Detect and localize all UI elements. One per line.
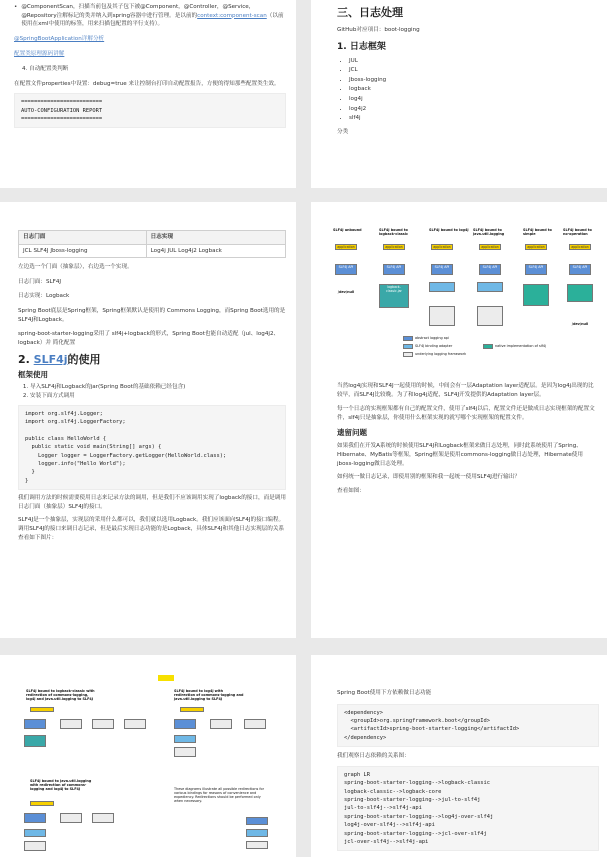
list-item: • slf4j: [349, 114, 597, 124]
para: 如何统一做日志记录，即使用别的框架和我一起统一使用SLF4J进行输出？: [337, 474, 520, 481]
api-box: [174, 719, 196, 729]
diagram-title: SLF4J bound to java.util.logging with redirection of commons-logging and log4j to SLF4J: [30, 779, 92, 791]
simple-box: [523, 284, 549, 306]
diagram-header: SLF4J bound to simple: [523, 228, 552, 236]
log4j-box: [429, 306, 455, 326]
graph-code: graph LR spring-boot-starter-logging-->logback-classic logback-classic-->logback-core spring-boot-starter-logging-->jul-to-slf4j jul-to-slf4j-->slf4j-api spring-boot-starter-logging-->log4j-over-slf4j log4j-over-slf4j-->slf4j-api spring-boot-starter-logging-->jcl-over-slf4j jcl-over-slf4j-->slf4j-api: [337, 766, 599, 852]
page-redirection-diagrams: [0, 655, 296, 857]
list-item: • logback: [349, 85, 597, 95]
component-scan-link[interactable]: context:component-scan: [197, 12, 267, 19]
slf4j-api-box: SLF4J API: [525, 264, 547, 275]
slf4j-api-box: SLF4J API: [569, 264, 591, 275]
table-header: 日志实现: [146, 231, 285, 245]
slf4j-api-box: SLF4J API: [431, 264, 453, 275]
page-springboot-dependency: [311, 655, 607, 857]
application-box: application: [431, 244, 453, 250]
legend-label: SLF4J binding adapter: [415, 344, 453, 348]
api-box: [24, 813, 46, 823]
application-box: application: [525, 244, 547, 250]
bridge-box: [244, 719, 266, 729]
log4j-box: [174, 747, 196, 757]
auto-config-code: ========================= AUTO-CONFIGURATION REPORT =========================: [14, 93, 286, 128]
legend-label: underlying logging framework: [415, 352, 467, 356]
framework-usage-heading: 框架使用: [18, 370, 48, 380]
list-item: 1. 导入SLF4j和Logback的jar(Spring Boot的基础依赖已经包含): [30, 383, 286, 392]
legend-swatch: [403, 352, 413, 357]
para: 每一个日志的实现框架都有自己的配置文件，使用了slf4j以后，配置文件还是做成日志实现框架的配置文件，slf4j只是抽象层，你使用什么框架实现的就写哪个实现框架的配置文件。: [337, 406, 595, 421]
diagram-header: SLF4J bound to no-operation: [563, 228, 592, 236]
jul-box: [24, 841, 46, 851]
slf4j-binding-diagram: [333, 228, 593, 373]
legend-swatch: [403, 336, 413, 341]
legend-swatch: [246, 829, 268, 837]
bridge-box: [92, 719, 114, 729]
adapter-box: [429, 282, 455, 292]
framework-heading: 1. 日志框架: [337, 41, 386, 52]
application-box: application: [383, 244, 405, 250]
diagram-header: SLF4J unbound: [333, 228, 362, 232]
bridge-box: [60, 719, 82, 729]
slf4j-api-box: SLF4J API: [383, 264, 405, 275]
diagram-title: SLF4J bound to logback-classic with redirection of commons-logging, log4j and java.util.logging to SLF4J: [26, 689, 95, 701]
bridge-box: [124, 719, 146, 729]
bridge-box: [60, 813, 82, 823]
legend-label: native implementation of slf4j: [495, 344, 546, 348]
devnull-label: /dev/null: [337, 290, 355, 294]
para: 当然log4j实现和SLF4J一起使用的时候，中间会有一层Adaptation layer适配层。是因为log4j出现的比较早，而SLF4J比较晚。为了和log4j适配，SLF4J开发提供的Adaptation layer层。: [337, 383, 594, 398]
bridge-box: [92, 813, 114, 823]
nop-box: [567, 284, 593, 302]
para: 如果我们在开发A系统的时候使用SLF4J和Logback框架来做日志处理，同时此系统使用了Spring、Hibernate、MyBatis等框架，Spring框架是使用commons-logging做日志处理，Hibernate使用jboss-logging做日志处理。: [337, 443, 583, 467]
application-box: application: [479, 244, 501, 250]
legend-swatch: [483, 344, 493, 349]
logback-box: [24, 735, 46, 747]
para: 我们调用方法的时候需要使用日志来记录方法的调用，但是我们不应该调用实现了logback的接口，而是调用日志门面（抽象层）SLF4J的接口。: [18, 495, 286, 510]
para: SLF4J是一个抽象层，实现层的采用什么都可以，我们就以选用Logback。我们应该面向SLF4J的接口编程。调用SLF4J的接口来调日志记录，但是最后实现日志功能的是Logback，具体SLF4J和其他日志实现层的关系查看如下图片：: [18, 517, 285, 541]
redirection-diagram: [20, 689, 282, 857]
list-item: • JUL: [349, 57, 597, 67]
jul-box: [477, 306, 503, 326]
list-item: • Jboss-logging: [349, 76, 597, 86]
diagram-title: SLF4J bound to log4j with redirection of commons-logging and java.util.logging to SLF4J: [174, 689, 244, 701]
para: 查看如图：: [337, 487, 365, 494]
logback-box: logback-classic.jar: [379, 284, 409, 308]
java-code: import org.slf4j.Logger; import org.slf4j.LoggerFactory; public class HelloWorld { public static void main(String[] args) { Logger logger = LoggerFactory.getLogger(HelloWorld.class); logger.info("Hello World"); } }: [18, 405, 286, 491]
highlight-marker: [158, 675, 174, 681]
list-item: 2. 安装下面方式调用: [30, 392, 286, 401]
page-auto-config: [0, 0, 296, 188]
dependency-intro: Spring Boot使用下方依赖做日志功能: [337, 690, 432, 696]
legend-swatch: [403, 344, 413, 349]
diagram-header: SLF4J bound to log4j: [429, 228, 469, 232]
bullet-componentscan: • @ComponentScan，扫描当前包及其子包下被@Component，@Controller，@Service，@Repository注解标记的类并纳入到spring容器中进行管理。是以前的context:component-scan（以前使用在xml中使用的标签，用来扫描包配置的平行支持）。: [14, 4, 284, 28]
adapter-box: [477, 282, 503, 292]
step-4: 4. 自动配置类判断: [22, 65, 69, 72]
page-logging-intro: [311, 0, 607, 188]
application-box: [180, 707, 204, 712]
logging-table: [18, 230, 286, 258]
dependency-code: <dependency> <groupId>org.springframework.boot</groupId> <artifactId>spring-boot-starter-logging</artifactId> </dependency>: [337, 704, 599, 748]
usage-steps: [18, 383, 286, 400]
diagram-header: SLF4J bound to logback-classic: [379, 228, 408, 236]
api-box: [24, 719, 46, 729]
diagram-note: These diagrams illustrate all possible redirections for various bindings for reasons of convenience and expediency. Redirections should be performed only when necessary.: [174, 787, 264, 803]
graph-intro: 我们观察日志依赖的关系图：: [337, 753, 410, 760]
github-intro: GitHub对应项目：boot-logging: [337, 27, 420, 33]
para: Spring Boot底层是Spring框架，Spring框架默认是使用的 Commons Logging，而Spring Boot选用的是SLF4J和Logback。: [18, 307, 286, 323]
bridge-box: [210, 719, 232, 729]
para: 左边选一个门面（抽象层），右边选一个实现。: [18, 264, 133, 271]
adapter-box: [174, 735, 196, 743]
para: 日志实现：Logback: [18, 293, 70, 300]
diagram-header: SLF4J bound to java.util.logging: [473, 228, 505, 236]
application-box: application: [569, 244, 591, 250]
legend-label: abstract logging api: [415, 336, 449, 340]
config-class-link[interactable]: 配置类原理源码讲解: [14, 51, 65, 58]
page-slf4j-usage: [0, 202, 296, 638]
springbootapplication-link[interactable]: @SpringBootApplication详解分析: [14, 35, 105, 42]
section-title: 三、日志处理: [337, 6, 403, 19]
para: 日志门面：SLF4J: [18, 278, 62, 285]
para: spring-boot-starter-logging采用了 slf4j+logback的形式，Spring Boot也能自动适配（jul、log4j2、logback）并 简化配置: [18, 331, 280, 346]
list-item: • log4j2: [349, 105, 597, 115]
table-cell: Log4j JUL Log4j2 Logback: [146, 244, 285, 258]
application-box: application: [335, 244, 357, 250]
legend-swatch: [246, 817, 268, 825]
table-cell: JCL SLF4J Jboss-logging: [19, 244, 147, 258]
slf4j-heading: 2. SLF4j的使用: [18, 353, 101, 367]
legend-swatch: [246, 841, 268, 849]
list-item: • log4j: [349, 95, 597, 105]
list-item: • JCL: [349, 66, 597, 76]
application-box: [30, 707, 54, 712]
slf4j-api-box: SLF4J API: [335, 264, 357, 275]
legacy-heading: 遗留问题: [337, 428, 367, 438]
adapter-box: [24, 829, 46, 837]
slf4j-link[interactable]: SLF4j: [33, 353, 68, 367]
framework-list: [337, 57, 597, 124]
slf4j-api-box: SLF4J API: [479, 264, 501, 275]
devnull-label: /dev/null: [571, 322, 589, 326]
category-label: 分类: [337, 128, 349, 135]
application-box: [30, 801, 54, 806]
page-slf4j-bindings: [311, 202, 607, 638]
table-header: 日志门面: [19, 231, 147, 245]
debug-paragraph: 在配置文件properties中设置：debug=true 来让控制台打印自动配置报告，方便的得知那些配置类生效。: [14, 80, 280, 87]
